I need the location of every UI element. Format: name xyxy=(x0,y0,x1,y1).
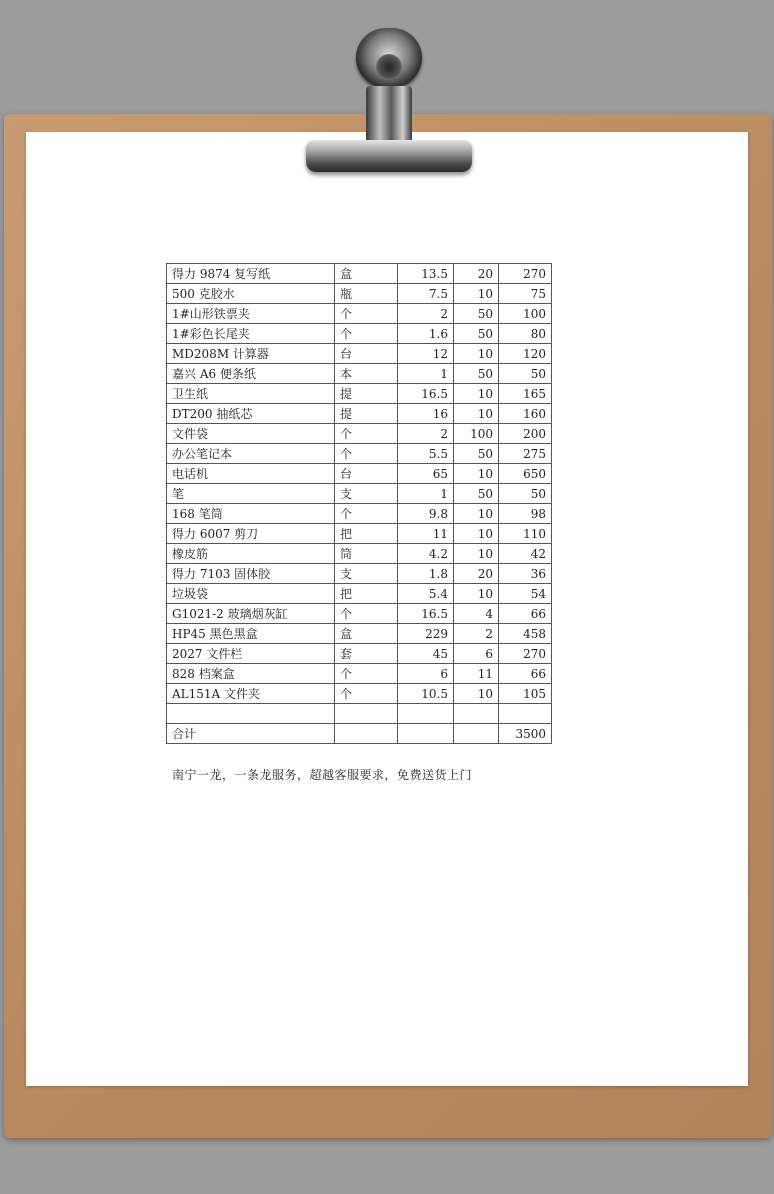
cell-unit: 提 xyxy=(335,384,398,404)
cell-unit: 台 xyxy=(335,344,398,364)
cell-unit: 盒 xyxy=(335,624,398,644)
cell-unit: 支 xyxy=(335,484,398,504)
cell-price: 65 xyxy=(398,464,454,484)
cell-price: 4.2 xyxy=(398,544,454,564)
cell-amount: 200 xyxy=(499,424,552,444)
cell-unit: 本 xyxy=(335,364,398,384)
cell-qty: 50 xyxy=(454,324,499,344)
table-row xyxy=(167,684,552,704)
cell-name: 得力 6007 剪刀 xyxy=(167,524,335,544)
cell-price: 16 xyxy=(398,404,454,424)
cell-unit: 套 xyxy=(335,644,398,664)
cell-price: 229 xyxy=(398,624,454,644)
total-label: 合计 xyxy=(167,724,335,744)
cell-unit: 个 xyxy=(335,444,398,464)
cell-name: 1#彩色长尾夹 xyxy=(167,324,335,344)
table-row xyxy=(167,484,552,504)
cell-qty: 4 xyxy=(454,604,499,624)
table-row xyxy=(167,284,552,304)
cell-amount: 160 xyxy=(499,404,552,424)
table-row xyxy=(167,564,552,584)
cell-price: 7.5 xyxy=(398,284,454,304)
cell-name: G1021-2 玻璃烟灰缸 xyxy=(167,604,335,624)
cell-amount: 270 xyxy=(499,644,552,664)
cell-name: 垃圾袋 xyxy=(167,584,335,604)
cell-amount: 50 xyxy=(499,364,552,384)
table-row xyxy=(167,384,552,404)
cell-unit: 把 xyxy=(335,524,398,544)
table-row xyxy=(167,264,552,284)
footer-note: 南宁一龙，一条龙服务，超越客服要求，免费送货上门 xyxy=(172,768,473,782)
cell-price: 16.5 xyxy=(398,384,454,404)
cell-qty: 6 xyxy=(454,644,499,664)
cell-price: 10.5 xyxy=(398,684,454,704)
cell-unit: 支 xyxy=(335,564,398,584)
cell-qty: 20 xyxy=(454,564,499,584)
cell-amount: 50 xyxy=(499,484,552,504)
cell-amount: 458 xyxy=(499,624,552,644)
cell-name: 嘉兴 A6 便条纸 xyxy=(167,364,335,384)
cell-price: 5.4 xyxy=(398,584,454,604)
table-row xyxy=(167,544,552,564)
cell-qty: 11 xyxy=(454,664,499,684)
cell-name: 办公笔记本 xyxy=(167,444,335,464)
empty-cell xyxy=(499,704,552,724)
cell-amount: 80 xyxy=(499,324,552,344)
cell-name: 168 笔筒 xyxy=(167,504,335,524)
table-row xyxy=(167,604,552,624)
cell-price: 16.5 xyxy=(398,604,454,624)
cell-price: 1 xyxy=(398,364,454,384)
cell-amount: 110 xyxy=(499,524,552,544)
cell-unit: 提 xyxy=(335,404,398,424)
empty-cell xyxy=(398,724,454,744)
cell-qty: 50 xyxy=(454,444,499,464)
cell-amount: 105 xyxy=(499,684,552,704)
cell-qty: 10 xyxy=(454,584,499,604)
empty-cell xyxy=(454,724,499,744)
cell-qty: 100 xyxy=(454,424,499,444)
cell-unit: 个 xyxy=(335,664,398,684)
cell-unit: 个 xyxy=(335,424,398,444)
empty-cell xyxy=(454,704,499,724)
cell-amount: 75 xyxy=(499,284,552,304)
table-row xyxy=(167,464,552,484)
cell-price: 1 xyxy=(398,484,454,504)
cell-name: 电话机 xyxy=(167,464,335,484)
cell-qty: 50 xyxy=(454,364,499,384)
cell-price: 9.8 xyxy=(398,504,454,524)
cell-qty: 50 xyxy=(454,484,499,504)
cell-amount: 66 xyxy=(499,604,552,624)
cell-unit: 筒 xyxy=(335,544,398,564)
cell-amount: 120 xyxy=(499,344,552,364)
total-row xyxy=(167,724,552,744)
table-row xyxy=(167,404,552,424)
items-table xyxy=(166,263,552,744)
cell-amount: 270 xyxy=(499,264,552,284)
cell-unit: 盒 xyxy=(335,264,398,284)
empty-cell xyxy=(167,704,335,724)
cell-price: 1.8 xyxy=(398,564,454,584)
cell-name: 笔 xyxy=(167,484,335,504)
cell-price: 5.5 xyxy=(398,444,454,464)
empty-cell xyxy=(335,704,398,724)
cell-qty: 20 xyxy=(454,264,499,284)
empty-row xyxy=(167,704,552,724)
cell-amount: 98 xyxy=(499,504,552,524)
cell-qty: 10 xyxy=(454,384,499,404)
cell-amount: 54 xyxy=(499,584,552,604)
table-row xyxy=(167,364,552,384)
cell-unit: 把 xyxy=(335,584,398,604)
cell-qty: 10 xyxy=(454,284,499,304)
table-row xyxy=(167,424,552,444)
cell-name: DT200 抽纸芯 xyxy=(167,404,335,424)
cell-qty: 10 xyxy=(454,524,499,544)
cell-qty: 10 xyxy=(454,504,499,524)
binder-clip-stem xyxy=(366,86,412,146)
cell-name: 2027 文件栏 xyxy=(167,644,335,664)
cell-name: MD208M 计算器 xyxy=(167,344,335,364)
cell-unit: 台 xyxy=(335,464,398,484)
table-row xyxy=(167,324,552,344)
cell-name: 得力 9874 复写纸 xyxy=(167,264,335,284)
cell-price: 12 xyxy=(398,344,454,364)
cell-name: 橡皮筋 xyxy=(167,544,335,564)
cell-qty: 50 xyxy=(454,304,499,324)
cell-price: 11 xyxy=(398,524,454,544)
cell-unit: 个 xyxy=(335,604,398,624)
cell-qty: 10 xyxy=(454,464,499,484)
cell-amount: 42 xyxy=(499,544,552,564)
cell-name: 828 档案盒 xyxy=(167,664,335,684)
cell-amount: 100 xyxy=(499,304,552,324)
table-row xyxy=(167,664,552,684)
table-row xyxy=(167,524,552,544)
cell-amount: 66 xyxy=(499,664,552,684)
cell-price: 2 xyxy=(398,424,454,444)
table-row xyxy=(167,344,552,364)
cell-name: HP45 黑色黑盒 xyxy=(167,624,335,644)
cell-amount: 275 xyxy=(499,444,552,464)
empty-cell xyxy=(398,704,454,724)
cell-amount: 650 xyxy=(499,464,552,484)
cell-name: AL151A 文件夹 xyxy=(167,684,335,704)
cell-price: 2 xyxy=(398,304,454,324)
cell-amount: 165 xyxy=(499,384,552,404)
cell-price: 13.5 xyxy=(398,264,454,284)
cell-qty: 10 xyxy=(454,404,499,424)
total-amount: 3500 xyxy=(499,724,552,744)
cell-price: 6 xyxy=(398,664,454,684)
table-row xyxy=(167,504,552,524)
cell-name: 卫生纸 xyxy=(167,384,335,404)
table-row xyxy=(167,624,552,644)
cell-qty: 10 xyxy=(454,544,499,564)
cell-qty: 2 xyxy=(454,624,499,644)
cell-price: 1.6 xyxy=(398,324,454,344)
table-row xyxy=(167,644,552,664)
cell-name: 文件袋 xyxy=(167,424,335,444)
cell-name: 500 克胶水 xyxy=(167,284,335,304)
table-row xyxy=(167,584,552,604)
cell-amount: 36 xyxy=(499,564,552,584)
cell-name: 得力 7103 固体胶 xyxy=(167,564,335,584)
cell-unit: 个 xyxy=(335,324,398,344)
cell-qty: 10 xyxy=(454,344,499,364)
cell-unit: 瓶 xyxy=(335,284,398,304)
cell-unit: 个 xyxy=(335,504,398,524)
cell-qty: 10 xyxy=(454,684,499,704)
cell-name: 1#山形铁票夹 xyxy=(167,304,335,324)
binder-clip-hole xyxy=(376,54,402,80)
binder-clip-bar xyxy=(306,140,472,172)
cell-unit: 个 xyxy=(335,304,398,324)
table-row xyxy=(167,444,552,464)
cell-price: 45 xyxy=(398,644,454,664)
cell-unit: 个 xyxy=(335,684,398,704)
table-row xyxy=(167,304,552,324)
empty-cell xyxy=(335,724,398,744)
